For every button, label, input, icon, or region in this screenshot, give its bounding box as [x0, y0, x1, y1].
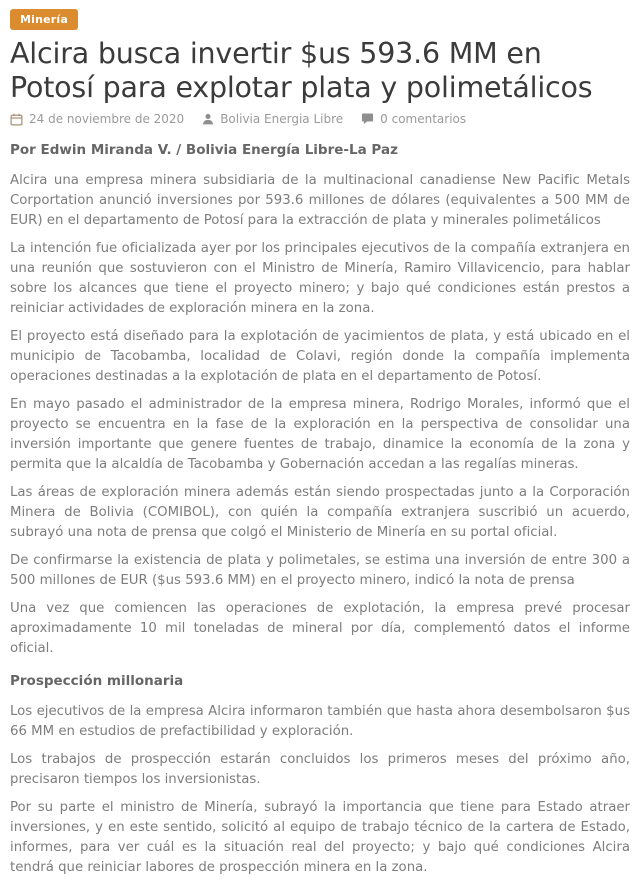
article-paragraph: Alcira una empresa minera subsidiaria de la multinacional canadiense New Pacific Metals Corportation anunció inversiones por 593.6 millones de dólares (equivalentes a 500 MM de EUR) en el departamento de Potosí para la extracción de plata y minerales polimetálicos	[10, 173, 630, 228]
article-subheading: Prospección millonaria	[10, 673, 184, 689]
article-title: Alcira busca invertir $us 593.6 MM en Potosí para explotar plata y polimetálicos	[10, 37, 593, 104]
article-paragraph: Los trabajos de prospección estarán concluidos los primeros meses del próximo año, precisaron tiempos los inversionistas.	[10, 752, 630, 787]
calendar-icon	[10, 113, 23, 126]
article-paragraph: La intención fue oficializada ayer por los principales ejecutivos de la compañía extranjera en una reunión que sostuvieron con el Ministro de Minería, Ramiro Villavicencio, para hablar sobre los alcances que tiene el proyecto minero; y bajo qué condiciones están prestos a reiniciar actividades de exploración minera en la zona.	[10, 241, 630, 316]
meta-comments-text: 0 comentarios	[380, 112, 467, 126]
article-paragraph: Los ejecutivos de la empresa Alcira informaron también que hasta ahora desembolsaron $us 66 MM en estudios de prefactibilidad y exploración.	[10, 704, 630, 739]
article-paragraph: Las áreas de exploración minera además están siendo prospectadas junto a la Corporación Minera de Bolivia (COMIBOL), con quién la compañía extranjera suscribió un acuerdo, subrayó una nota de prensa que colgó el Ministerio de Minería en su portal oficial.	[10, 485, 630, 540]
article-meta-bar	[10, 112, 630, 126]
meta-comments[interactable]	[361, 112, 466, 126]
article-paragraph: Una vez que comiencen las operaciones de explotación, la empresa prevé procesar aproximadamente 10 mil toneladas de mineral por día, complementó datos el informe oficial.	[10, 601, 630, 656]
meta-author-text: Bolivia Energia Libre	[220, 112, 344, 126]
category-badge[interactable]: Minería	[10, 9, 78, 30]
article-body	[10, 171, 630, 878]
user-icon	[202, 113, 214, 125]
comment-bubble-icon	[361, 113, 374, 125]
article-byline: Por Edwin Miranda V. / Bolivia Energía Libre-La Paz	[10, 142, 398, 158]
article-paragraph: En mayo pasado el administrador de la empresa minera, Rodrigo Morales, informó que el proyecto se encuentra en la fase de la exploración en la perspectiva de consolidar una inversión importante que genere fuentes de trabajo, dinamice la economía de la zona y permita que la alcaldía de Tacobamba y Gobernación accedan a las regalías mineras.	[10, 397, 630, 472]
article-paragraph: Por su parte el ministro de Minería, subrayó la importancia que tiene para Estado atraer inversiones, y en este sentido, solicitó al equipo de trabajo técnico de la cartera de Estado, informes, para ver cuál es la situación real del proyecto; y bajo qué condiciones Alcira tendrá que reiniciar labores de prospección minera en la zona.	[10, 800, 630, 875]
article-paragraph: El proyecto está diseñado para la explotación de yacimientos de plata, y está ubicado en el municipio de Tacobamba, localidad de Colavi, región donde la compañía implementa operaciones destinadas a la explotación de plata en el departamento de Potosí.	[10, 329, 630, 384]
meta-date	[10, 112, 184, 126]
meta-date-text: 24 de noviembre de 2020	[29, 112, 185, 126]
article-paragraph: De confirmarse la existencia de plata y polimetales, se estima una inversión de entre 300 a 500 millones de EUR ($us 593.6 MM) en el proyecto minero, indicó la nota de prensa	[10, 553, 630, 588]
meta-author[interactable]	[202, 112, 343, 126]
